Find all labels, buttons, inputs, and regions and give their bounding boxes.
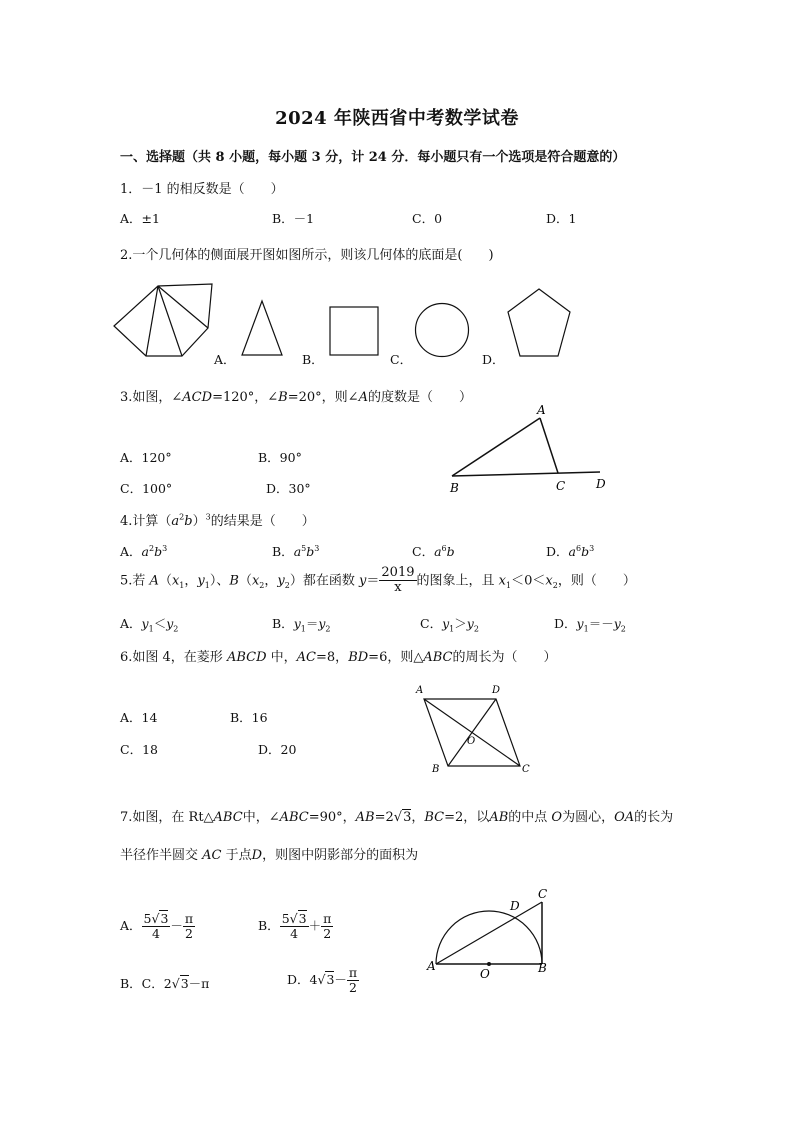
q7-option-b[interactable]: B． $\frac{5√3}{4}$ ＋ $\frac{\pi}{2}$ — [258, 911, 332, 941]
q6-option-b[interactable]: B．16 — [230, 710, 268, 725]
q2-label-b[interactable]: B． — [302, 352, 324, 367]
q2-label-d[interactable]: D． — [482, 352, 505, 367]
q7-option-a[interactable]: A． $\frac{5√3}{4}$ － $\frac{\pi}{2}$ — [120, 911, 194, 941]
q7-label-d: D — [510, 899, 520, 913]
page-title: 2024 年陕西省中考数学试卷 — [275, 108, 519, 129]
q7-option-c[interactable]: B．C．2√3－π — [120, 976, 210, 991]
q4-option-a[interactable]: A．$a^2b^3$ — [120, 543, 168, 559]
q7-semicircle-figure — [424, 884, 554, 984]
q1-option-d[interactable]: D．1 — [546, 211, 577, 226]
q4-stem: 4.计算$(a^2b)^3$的结果是（ ） — [120, 512, 315, 529]
q5-stem: 5.若 $A(x_1$，$y_1$）、$B(x_2$，$y_2$）都在函数 y＝ $\frac{2019}{x}$ 的图象上，且 $x_1<0<x_2$，则（ ） — [120, 565, 636, 596]
q5-option-c[interactable]: C．$y_1>y_2$ — [420, 616, 479, 634]
q6-stem: 6.如图 4，在菱形 ABCD 中，AC=8，BD=6，则△ABC的周长为（ ） — [120, 650, 557, 665]
q4-option-d[interactable]: D．$a^6b^3$ — [546, 543, 595, 559]
q6-option-a[interactable]: A．14 — [120, 710, 158, 725]
q7-label-c: C — [538, 887, 548, 901]
q4-option-b[interactable]: B．$a^5b^3$ — [272, 543, 320, 559]
section-heading: 一、选择题（共 8 小题，每小题 3 分，计 24 分．每小题只有一个选项是符合题意的） — [120, 150, 626, 165]
q7-label-b: B — [538, 961, 547, 975]
q3-label-b: B — [450, 481, 459, 495]
q3-option-b[interactable]: B．90° — [258, 450, 302, 465]
q6-rhombus-figure — [410, 684, 540, 776]
q7-label-o: O — [480, 967, 490, 981]
q2-label-c[interactable]: C． — [390, 352, 413, 367]
q5-option-b[interactable]: B．$y_1=y_2$ — [272, 616, 331, 634]
q7-option-d[interactable]: D．4√3－ $\frac{\pi}{2}$ — [287, 965, 358, 995]
q5-fraction: $\frac{2019}{x}$ — [381, 565, 415, 596]
q7-label-a: A — [427, 959, 436, 973]
q2-stem: 2.一个几何体的侧面展开图如图所示，则该几何体的底面是( ) — [120, 248, 494, 263]
q2-triangle-figure[interactable] — [240, 300, 284, 356]
q2-net-figure — [112, 284, 218, 356]
q3-label-c: C — [556, 479, 566, 493]
q5-option-d[interactable]: D．$y_1=-y_2$ — [554, 616, 626, 634]
q6-label-b: B — [432, 764, 440, 775]
q2-circle-figure[interactable] — [414, 302, 470, 358]
q3-option-a[interactable]: A．120° — [120, 450, 172, 465]
q1-option-b[interactable]: B．－1 — [272, 211, 315, 226]
q3-triangle-figure — [440, 400, 620, 500]
q3-option-d[interactable]: D．30° — [266, 481, 311, 496]
q2-pentagon-figure[interactable] — [506, 288, 572, 358]
q2-square-figure[interactable] — [329, 306, 379, 356]
q1-option-c[interactable]: C．0 — [412, 211, 443, 226]
q3-label-d: D — [596, 477, 606, 491]
q5-option-a[interactable]: A．$y_1<y_2$ — [120, 616, 179, 634]
q7-line-1: 7.如图，在 Rt△ABC中，∠ABC=90°，AB=2√3，BC=2，以AB的中点 O为圆心，OA的长为 — [120, 810, 674, 825]
q2-label-a[interactable]: A． — [214, 352, 236, 367]
q1-option-a[interactable]: A．±1 — [120, 211, 160, 226]
q6-option-c[interactable]: C．18 — [120, 742, 158, 757]
q3-stem: 3.如图，∠ACD=120°，∠B=20°，则∠A的度数是（ ） — [120, 390, 472, 405]
q1-stem: 1．－1 的相反数是（ ） — [120, 182, 284, 197]
q6-label-d: D — [492, 685, 501, 696]
q6-label-o: O — [467, 736, 476, 747]
q3-label-a: A — [537, 403, 546, 417]
q6-option-d[interactable]: D．20 — [258, 742, 297, 757]
q7-line-2: 半径作半圆交 AC 于点D，则图中阴影部分的面积为 — [120, 848, 419, 863]
q4-option-c[interactable]: C．$a^6b$ — [412, 543, 455, 559]
q6-label-c: C — [522, 764, 530, 775]
q6-label-a: A — [416, 685, 424, 696]
q3-option-c[interactable]: C．100° — [120, 481, 173, 496]
